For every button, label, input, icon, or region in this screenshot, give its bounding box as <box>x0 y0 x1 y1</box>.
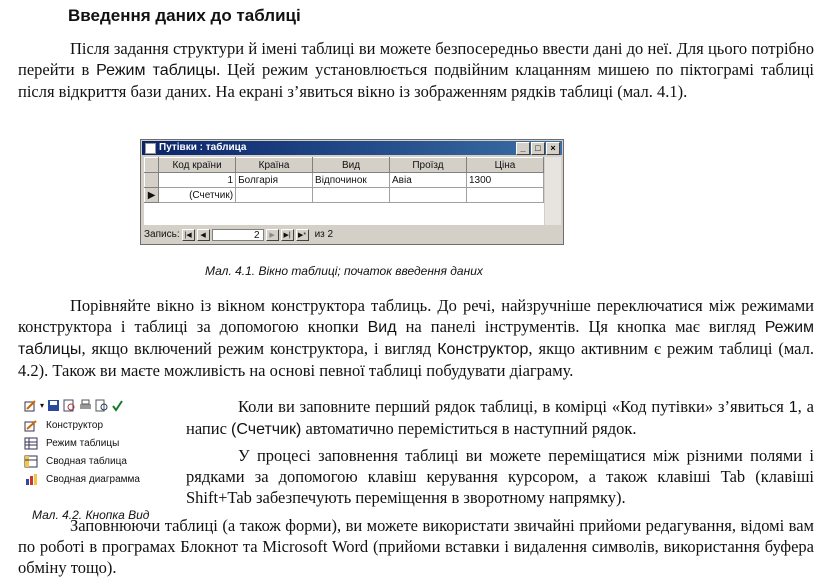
table-row-new <box>145 188 544 203</box>
menu-item-constructor[interactable]: Конструктор <box>24 416 164 434</box>
record-label: Запись: <box>144 229 180 240</box>
record-total: из 2 <box>314 229 334 240</box>
cell-empty[interactable] <box>236 188 313 203</box>
cell-price[interactable]: 1300 <box>466 173 543 188</box>
term-constructor: Конструктор <box>437 341 529 358</box>
vertical-scroll-area[interactable] <box>545 157 561 225</box>
table-window <box>140 139 564 245</box>
toolbar-strip <box>24 396 164 414</box>
print-icon[interactable] <box>79 399 92 412</box>
chevron-down-icon[interactable]: ▾ <box>40 400 45 410</box>
select-all-corner[interactable] <box>145 158 159 173</box>
prev-record-icon[interactable]: ◀ <box>197 229 210 241</box>
window-title: Путівки : таблица <box>159 142 247 153</box>
term-table-mode-2: Режим таблицы <box>18 319 815 358</box>
spelling-icon[interactable] <box>111 399 124 412</box>
column-header-country[interactable]: Країна <box>236 158 313 173</box>
paragraph-compare: Порівняйте вікно із вікном конструктора таблиць. До речі, найзручніше переключатися між режимами конструктора і таблиці за допомогою кнопки Вид на панелі інструментів. Ця кнопка має вигляд Режим таблицы, якщо включений режим конструктора, і вигляд Конструктор, якщо активним є режим таблиці (мал. 4.2). Також ви маєте можливість на основі певної таблиці побудувати діаграму. <box>18 296 815 380</box>
last-record-icon[interactable]: ▶| <box>281 229 294 241</box>
next-record-icon[interactable]: ▶ <box>266 229 279 241</box>
term-table-mode: Режим таблицы <box>96 62 217 79</box>
paragraph-editing: Заповнюючи таблиці (а також форми), ви можете використати звичайні прийоми редагування, відомі вам по роботі в програмах Блокнот та Microsoft Word (прийоми вставки і видалення символів, використання буфера обміну тощо). <box>18 516 814 577</box>
current-row-arrow-icon[interactable]: ▶ <box>145 188 159 203</box>
record-navigation-bar <box>144 228 561 242</box>
datasheet-grid <box>144 157 544 203</box>
cell-empty[interactable] <box>466 188 543 203</box>
column-header-transport[interactable]: Проїзд <box>390 158 467 173</box>
term-view: Вид <box>367 319 397 336</box>
row-selector[interactable] <box>145 173 159 188</box>
paragraph-intro: Після задання структури й імені таблиці ви можете безпосередньо ввести дані до неї. Для цього потрібно перейти в Режим таблицы. Цей режим установлюється подвійним клацанням мишею по піктограмі таблиці після відкриття бази даних. На екрані з’явиться вікно із зображенням рядків таблиці (мал. 4.1). <box>18 39 815 101</box>
first-record-icon[interactable]: |◀ <box>182 229 195 241</box>
design-view-icon <box>24 419 38 432</box>
view-button-menu <box>24 396 164 496</box>
pivot-table-icon <box>24 455 38 468</box>
menu-item-pivot-table[interactable]: Сводная таблица <box>24 452 164 470</box>
table-row <box>145 173 544 188</box>
minimize-button[interactable]: _ <box>516 142 530 155</box>
print-preview-icon[interactable] <box>95 399 108 412</box>
window-titlebar[interactable] <box>142 141 562 155</box>
cell-type[interactable]: Відпочинок <box>313 173 390 188</box>
cell-counter[interactable]: (Счетчик) <box>159 188 236 203</box>
table-icon <box>145 143 156 154</box>
section-heading: Введення даних до таблиці <box>68 6 301 25</box>
figure-caption-4-1: Мал. 4.1. Вікно таблиці; початок введення даних <box>205 264 483 278</box>
record-number-input[interactable]: 2 <box>212 229 264 241</box>
save-icon[interactable] <box>47 399 60 412</box>
term-counter: (Счетчик) <box>231 421 302 438</box>
menu-item-pivot-chart[interactable]: Сводная диаграмма <box>24 470 164 488</box>
cell-transport[interactable]: Авіа <box>390 173 467 188</box>
maximize-button[interactable]: □ <box>531 142 545 155</box>
cell-empty[interactable] <box>390 188 467 203</box>
close-button[interactable]: × <box>546 142 560 155</box>
pivot-chart-icon <box>24 473 38 486</box>
cell-empty[interactable] <box>313 188 390 203</box>
datasheet-view-icon <box>24 437 38 450</box>
menu-item-table-mode[interactable]: Режим таблицы <box>24 434 164 452</box>
design-view-icon[interactable] <box>24 399 37 412</box>
new-record-icon[interactable]: ▶* <box>296 229 309 241</box>
column-header-country-code[interactable]: Код країни <box>159 158 236 173</box>
figure-caption-4-2: Мал. 4.2. Кнопка Вид <box>32 508 150 522</box>
cell-country-code[interactable]: 1 <box>159 173 236 188</box>
paragraph-first-row: Коли ви заповните перший рядок таблиці, в комірці «Код путівки» з’явиться 1, а напис (Счетчик) автоматично переміститься в наступний рядок. <box>186 397 815 438</box>
column-header-price[interactable]: Ціна <box>466 158 543 173</box>
search-db-icon[interactable] <box>63 399 76 412</box>
cell-country[interactable]: Болгарія <box>236 173 313 188</box>
column-header-type[interactable]: Вид <box>313 158 390 173</box>
paragraph-navigation: У процесі заповнення таблиці ви можете переміщатися між різними полями і рядками за допомогою клавіш керування курсором, а також клавіші Tab (клавіші Shift+Tab забезпечують переміщення в зворотному напрямку). <box>186 446 814 507</box>
term-one: 1 <box>788 399 798 416</box>
